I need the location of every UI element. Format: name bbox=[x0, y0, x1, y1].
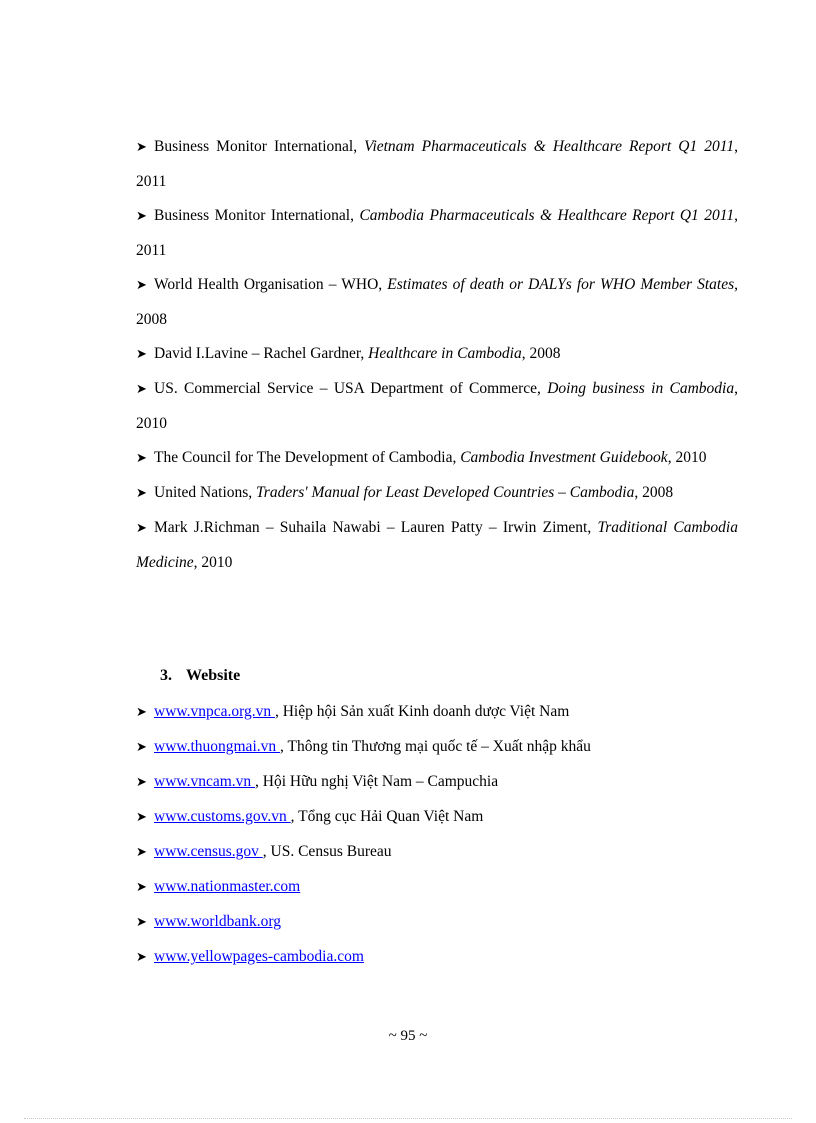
reference-item: ➤ United Nations, Traders' Manual for Least Developed Countries – Cambodia, 2008 bbox=[136, 476, 738, 511]
reference-title: Estimates of death or DALYs for WHO Member States bbox=[387, 276, 735, 293]
reference-title: Vietnam Pharmaceuticals & Healthcare Report Q1 2011 bbox=[364, 138, 735, 155]
website-item bbox=[136, 765, 738, 800]
website-item bbox=[136, 730, 738, 765]
website-link[interactable]: www.vncam.vn bbox=[154, 773, 256, 790]
website-link[interactable]: www.worldbank.org bbox=[154, 913, 281, 930]
website-link[interactable]: www.thuongmai.vn bbox=[154, 738, 280, 755]
page-bottom-divider bbox=[24, 1118, 792, 1119]
arrowhead-bullet-icon: ➤ bbox=[136, 209, 147, 224]
reference-title: Cambodia Investment Guidebook bbox=[460, 449, 668, 466]
arrowhead-bullet-icon: ➤ bbox=[136, 140, 147, 155]
arrowhead-bullet-icon: ➤ bbox=[136, 740, 147, 755]
website-link[interactable]: www.vnpca.org.vn bbox=[154, 703, 275, 720]
section-heading-website bbox=[160, 664, 240, 688]
reference-item: ➤ Mark J.Richman – Suhaila Nawabi – Lauren Patty – Irwin Ziment, Traditional Cambodia Medicine, 2010 bbox=[136, 511, 738, 580]
arrowhead-bullet-icon: ➤ bbox=[136, 521, 147, 536]
reference-title: Healthcare in Cambodia bbox=[368, 345, 522, 362]
website-item bbox=[136, 870, 738, 905]
website-link[interactable]: www.customs.gov.vn bbox=[154, 808, 291, 825]
reference-list bbox=[136, 130, 738, 580]
arrowhead-bullet-icon: ➤ bbox=[136, 382, 147, 397]
website-list bbox=[136, 695, 738, 975]
arrowhead-bullet-icon: ➤ bbox=[136, 705, 147, 720]
website-item bbox=[136, 695, 738, 730]
arrowhead-bullet-icon: ➤ bbox=[136, 486, 147, 501]
arrowhead-bullet-icon: ➤ bbox=[136, 950, 147, 965]
website-item bbox=[136, 940, 738, 975]
website-description: , Tổng cục Hải Quan Việt Nam bbox=[290, 808, 484, 825]
reference-item: ➤ Business Monitor International, Vietnam Pharmaceuticals & Healthcare Report Q1 2011, 2011 bbox=[136, 130, 738, 199]
website-item bbox=[136, 835, 738, 870]
website-description: , Thông tin Thương mại quốc tế – Xuất nhập khẩu bbox=[280, 738, 591, 755]
arrowhead-bullet-icon: ➤ bbox=[136, 347, 147, 362]
reference-item: ➤ The Council for The Development of Cambodia, Cambodia Investment Guidebook, 2010 bbox=[136, 441, 738, 476]
website-item bbox=[136, 800, 738, 835]
arrowhead-bullet-icon: ➤ bbox=[136, 880, 147, 895]
website-link[interactable]: www.nationmaster.com bbox=[154, 878, 301, 895]
arrowhead-bullet-icon: ➤ bbox=[136, 278, 147, 293]
arrowhead-bullet-icon: ➤ bbox=[136, 915, 147, 930]
website-description: , US. Census Bureau bbox=[262, 843, 392, 860]
reference-item: ➤ US. Commercial Service – USA Department of Commerce, Doing business in Cambodia, 2010 bbox=[136, 372, 738, 441]
arrowhead-bullet-icon: ➤ bbox=[136, 451, 147, 466]
arrowhead-bullet-icon: ➤ bbox=[136, 775, 147, 790]
reference-title: Doing business in Cambodia bbox=[547, 380, 735, 397]
reference-title: Traditional Cambodia Medicine bbox=[136, 519, 738, 571]
website-item bbox=[136, 905, 738, 940]
section-title: Website bbox=[186, 667, 241, 684]
website-description: , Hiệp hội Sản xuất Kinh doanh dược Việt Nam bbox=[274, 703, 570, 720]
page-number: ~ 95 ~ bbox=[388, 1028, 428, 1044]
reference-item: ➤ David I.Lavine – Rachel Gardner, Healthcare in Cambodia, 2008 bbox=[136, 337, 738, 372]
website-link[interactable]: www.census.gov bbox=[154, 843, 263, 860]
website-description: , Hội Hữu nghị Việt Nam – Campuchia bbox=[255, 773, 499, 790]
section-number: 3. bbox=[160, 667, 172, 684]
reference-item: ➤ World Health Organisation – WHO, Estimates of death or DALYs for WHO Member States, 2008 bbox=[136, 268, 738, 337]
reference-title: Traders' Manual for Least Developed Countries – Cambodia bbox=[256, 484, 635, 501]
reference-title: Cambodia Pharmaceuticals & Healthcare Report Q1 2011 bbox=[359, 207, 735, 224]
arrowhead-bullet-icon: ➤ bbox=[136, 810, 147, 825]
reference-item: ➤ Business Monitor International, Cambodia Pharmaceuticals & Healthcare Report Q1 2011, 2011 bbox=[136, 199, 738, 268]
arrowhead-bullet-icon: ➤ bbox=[136, 845, 147, 860]
website-link[interactable]: www.yellowpages-cambodia.com bbox=[154, 948, 364, 965]
